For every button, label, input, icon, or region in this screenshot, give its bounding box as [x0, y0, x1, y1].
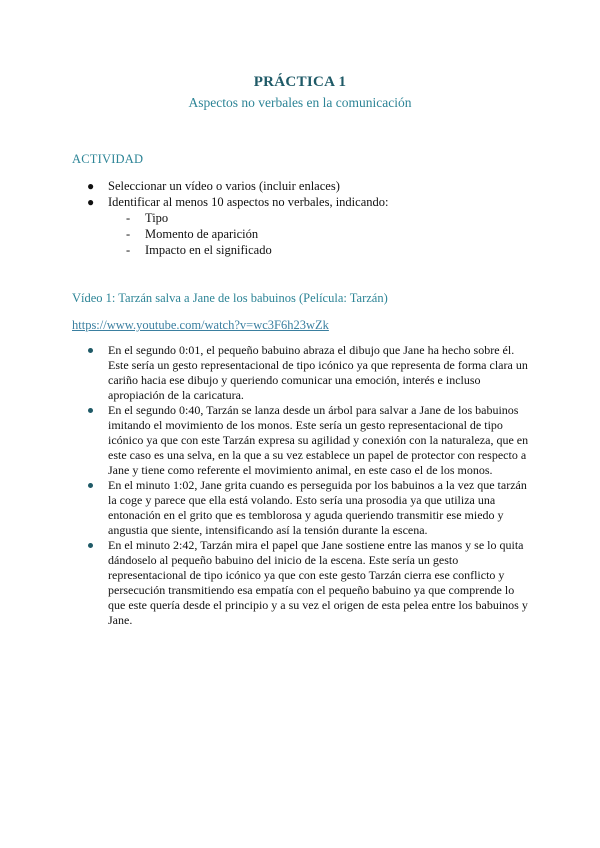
sublist-item — [72, 226, 532, 242]
bullet-icon: ● — [87, 195, 95, 209]
analysis-list — [72, 343, 532, 628]
bullet-icon: ● — [87, 179, 95, 193]
page-subtitle: Aspectos no verbales en la comunicación — [188, 95, 412, 110]
analysis-text: En el segundo 0:01, el pequeño babuino abraza el dibujo que Jane ha hecho sobre él. Este sería un gesto representacional de tipo icónico ya que representa de forma clara un cariño hacia ese dibujo y queriendo comunicar una emoción, interés e incluso apropiación de la caricatura. — [108, 343, 528, 402]
dash-icon: - — [126, 211, 131, 225]
list-item — [72, 478, 532, 538]
analysis-text: En el segundo 0:40, Tarzán se lanza desde un árbol para salvar a Jane de los babuinos imitando el movimiento de los monos. Este sería un gesto representacional de tipo icónico ya que con este Tarzán expresa su agilidad y conexión con la naturaleza, que en este caso es una selva, en la que a su vez establece un papel de protector con respecto a Jane y tiene como referente el movimiento animal, en este caso el de los monos. — [108, 403, 529, 477]
dash-icon: - — [126, 227, 131, 241]
analysis-text: En el minuto 2:42, Tarzán mira el papel que Jane sostiene entre las manos y se lo quita dándoselo al pequeño babuino del inicio de la escena. Este sería un gesto representacional de tipo icónico ya que con este gesto Tarzán cierra ese conflicto y persecución transmitiendo esa empatía con el pequeño babuino ya que comprende lo que este quería desde el principio y a su vez el origen de esta pelea entre los babuinos y Jane. — [108, 538, 528, 627]
sublist-item — [72, 242, 532, 258]
bullet-icon — [88, 408, 93, 413]
list-item — [72, 194, 532, 210]
activity-item-text: Seleccionar un vídeo o varios (incluir enlaces) — [108, 179, 340, 193]
page-title: PRÁCTICA 1 — [253, 74, 347, 90]
bullet-icon — [88, 348, 93, 353]
sublist-item-text: Tipo — [145, 211, 169, 225]
list-item — [72, 403, 532, 478]
activity-sublist — [72, 210, 532, 258]
sublist-item-text: Impacto en el significado — [145, 243, 272, 257]
list-item — [72, 343, 532, 403]
activity-heading: ACTIVIDAD — [72, 152, 144, 166]
analysis-text: En el minuto 1:02, Jane grita cuando es perseguida por los babuinos a la vez que tarzán la coge y parece que ella está volando. Esto sería una prosodia ya que utiliza una entonación en el grito que es temblorosa y aguda queriendo transmitir ese miedo y angustia que siente, intensificando así la tensión durante la escena. — [108, 478, 527, 537]
list-item — [72, 538, 532, 628]
activity-list — [72, 178, 532, 258]
sublist-item-text: Momento de aparición — [145, 227, 259, 241]
activity-item-text: Identificar al menos 10 aspectos no verbales, indicando: — [108, 195, 389, 209]
sublist-item — [72, 210, 532, 226]
bullet-icon — [88, 543, 93, 548]
video-heading: Vídeo 1: Tarzán salva a Jane de los babuinos (Película: Tarzán) — [72, 291, 388, 305]
bullet-icon — [88, 483, 93, 488]
video-link[interactable]: https://www.youtube.com/watch?v=wc3F6h23wZk — [72, 318, 329, 332]
list-item — [72, 178, 532, 194]
dash-icon: - — [126, 243, 131, 257]
